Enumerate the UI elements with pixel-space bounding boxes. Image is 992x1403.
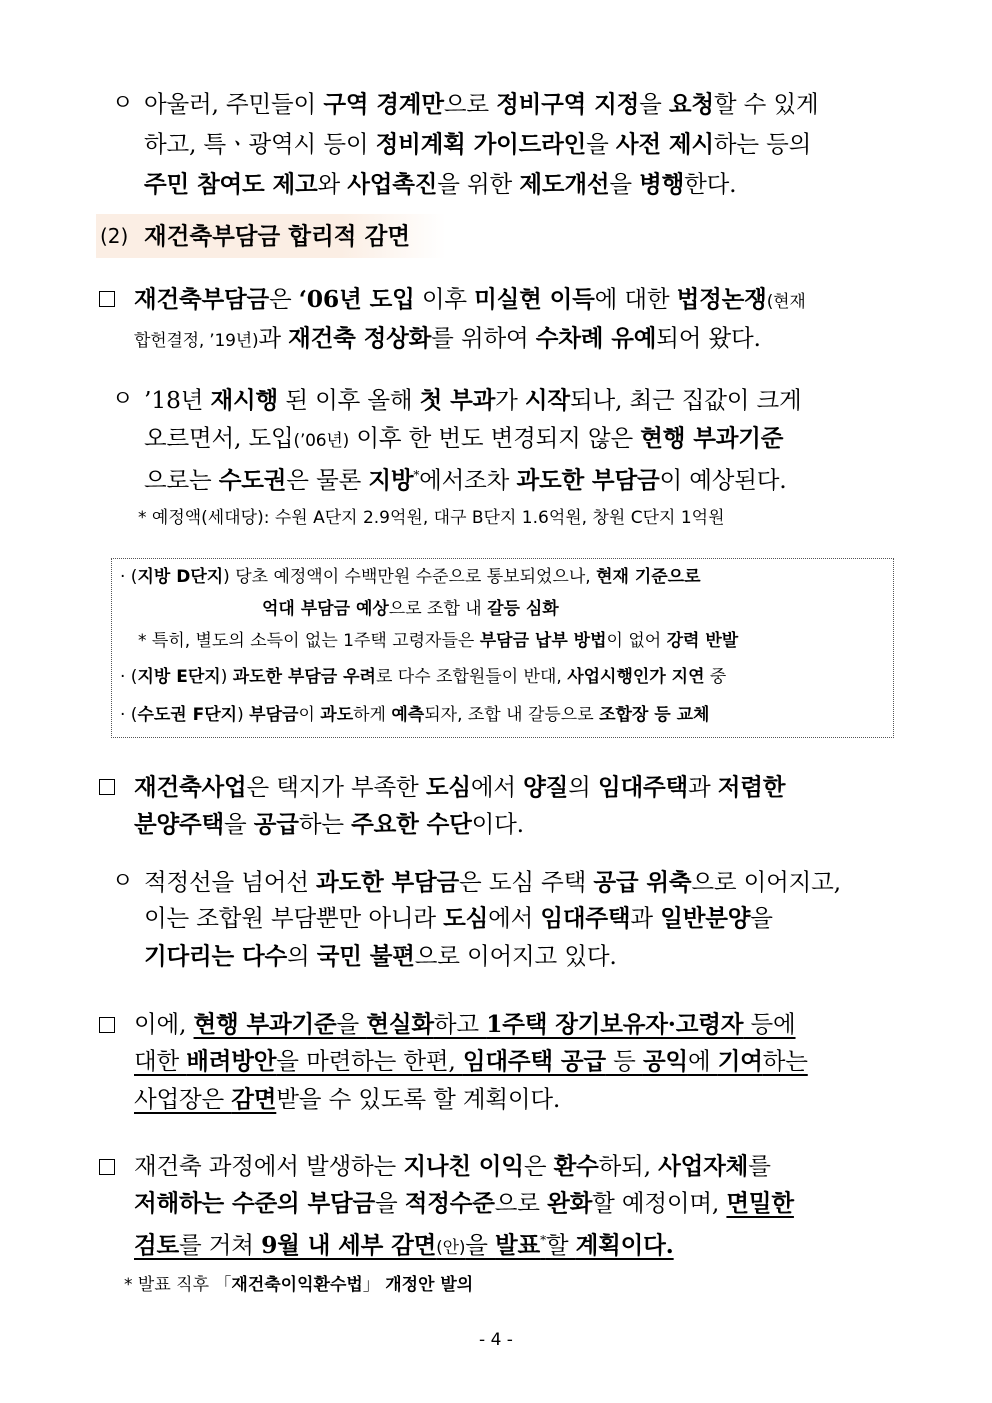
circle-bullet: ㅇ [112, 91, 134, 116]
para1-line1: 재건축부담금은 ‘06년 도입 이후 미실현 이득에 대한 법정논쟁(현재 [134, 285, 806, 313]
para2-sub-line3: 기다리는 다수의 국민 불편으로 이어지고 있다. [144, 942, 617, 970]
para4-line3: 검토를 거쳐 9월 내 세부 감면(안)을 발표*할 계획이다. [134, 1230, 674, 1259]
box-row5: · (수도권 F단지) 부담금이 과도하게 예측되자, 조합 내 갈등으로 조합장 등 교체 [120, 705, 710, 725]
page-number: - 4 - [479, 1330, 513, 1350]
example-box [111, 558, 894, 738]
para2-line2: 분양주택을 공급하는 주요한 수단이다. [134, 810, 524, 838]
circle-bullet: ㅇ [112, 387, 134, 412]
square-bullet-icon [99, 291, 115, 307]
para2-sub-line1: 적정선을 넘어선 과도한 부담금은 도심 주택 공급 위축으로 이어지고, [144, 868, 841, 896]
circle-bullet: ㅇ [112, 869, 134, 894]
section-heading [96, 214, 446, 258]
square-bullet-icon [99, 1017, 115, 1033]
para1-sub-line3: 으로는 수도권은 물론 지방*에서조차 과도한 부담금이 예상된다. [144, 465, 787, 494]
box-row3: * 특히, 별도의 소득이 없는 1주택 고령자들은 부담금 납부 방법이 없어 강력 반발 [138, 631, 739, 651]
section1-line2: 하고, 특ㆍ광역시 등이 정비계획 가이드라인을 사전 제시하는 등의 [144, 130, 812, 158]
para1-line2: 합헌결정, ’19년)과 재건축 정상화를 위하여 수차례 유예되어 왔다. [134, 324, 761, 352]
section1-line1: 아울러, 주민들이 구역 경계만으로 정비구역 지정을 요청할 수 있게 [144, 90, 819, 118]
para3-line3: 사업장은 감면받을 수 있도록 할 계획이다. [134, 1085, 561, 1113]
para1-sub-line1: ’18년 재시행 된 이후 올해 첫 부과가 시작되나, 최근 집값이 크게 [144, 386, 802, 414]
para4-line1: 재건축 과정에서 발생하는 지나친 이익은 환수하되, 사업자체를 [134, 1152, 771, 1180]
para2-line1: 재건축사업은 택지가 부족한 도심에서 양질의 임대주택과 저렴한 [134, 773, 786, 801]
box-row2: 억대 부담금 예상으로 조합 내 갈등 심화 [262, 599, 559, 619]
para4-line2: 저해하는 수준의 부담금을 적정수준으로 완화할 예정이며, 면밀한 [134, 1189, 794, 1217]
heading-title: 재건축부담금 합리적 감면 [144, 222, 411, 250]
square-bullet-icon [99, 1159, 115, 1175]
para2-sub-line2: 이는 조합원 부담뿐만 아니라 도심에서 임대주택과 일반분양을 [144, 904, 773, 932]
box-row1: · (지방 D단지) 당초 예정액이 수백만원 수준으로 통보되었으나, 현재 기준으로 [120, 567, 701, 587]
para3-line2: 대한 배려방안을 마련하는 한편, 임대주택 공급 등 공익에 기여하는 [134, 1047, 808, 1075]
section1-line3: 주민 참여도 제고와 사업촉진을 위한 제도개선을 병행한다. [144, 170, 737, 198]
square-bullet-icon [99, 779, 115, 795]
para1-footnote: * 예정액(세대당): 수원 A단지 2.9억원, 대구 B단지 1.6억원, 창원 C단지 1억원 [138, 508, 725, 528]
para4-footnote: * 발표 직후 「재건축이익환수법」 개정안 발의 [124, 1275, 474, 1295]
heading-number: (2) [100, 224, 129, 248]
para3-line1: 이에, 현행 부과기준을 현실화하고 1주택 장기보유자·고령자 등에 [134, 1010, 796, 1038]
para1-sub-line2: 오르면서, 도입(’06년) 이후 한 번도 변경되지 않은 현행 부과기준 [144, 424, 784, 452]
box-row4: · (지방 E단지) 과도한 부담금 우려로 다수 조합원들이 반대, 사업시행인가 지연 중 [120, 667, 727, 687]
